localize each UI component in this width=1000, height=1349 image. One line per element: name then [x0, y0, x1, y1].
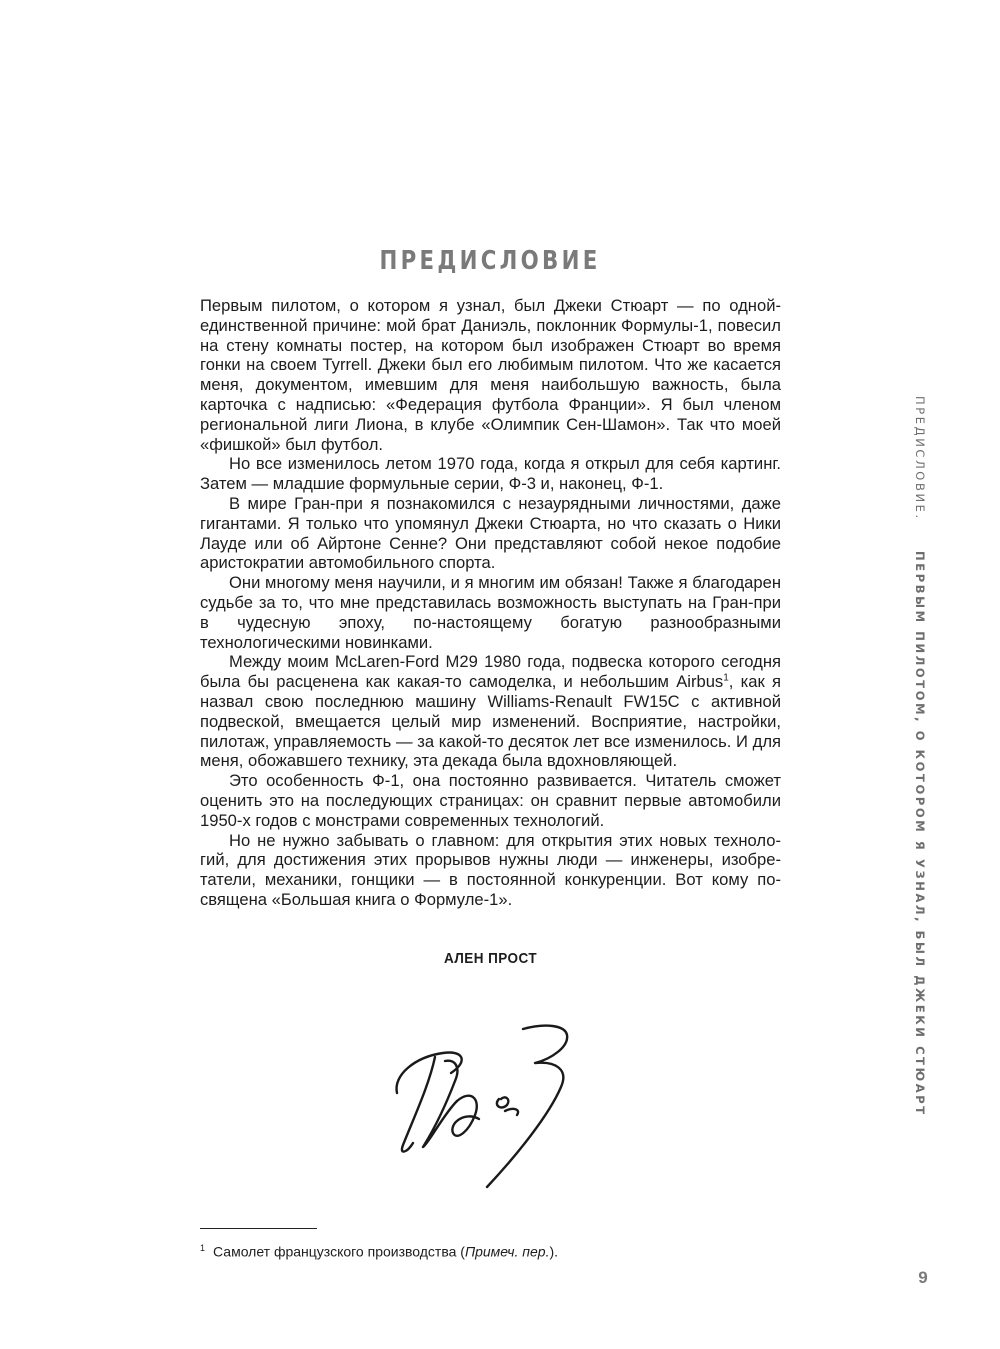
paragraph-4: Они многому меня научили, и я многим им обязан! Также я благодарен судьбе за то, что мне представилась возможность выступать на Гран-при в чудесную эпоху, по-настоящему богатую разнообразными технологическими новинками.: [200, 573, 781, 652]
paragraph-7: Но не нужно забывать о главном: для открытия этих новых технологий, для достижения этих прорывов нужны люди — инженеры, изобретатели, механики, гонщики — в постоянной конкуренции. Вот кому посвящена «Большая книга о Формуле-1».: [200, 830, 781, 909]
footnote-number: 1: [200, 1243, 206, 1253]
paragraph-1: Первым пилотом, о котором я узнал, был Джеки Стюарт — по одной-единственной причине: мой брат Даниэль, поклонник Формулы-1, повесил на стену комнаты постер, на котором был изображен Стюарт во время гонки на своем Tyrrell. Джеки был его любимым пилотом. Что же касается меня, документом, имевшим для меня наибольшую важность, была карточка с надписью: «Федерация футбола Франции». Я был членом региональной лиги Лиона, в клубе «Олимпик Сен-Шамон». Так что моей «фишкой» был футбол.: [200, 296, 781, 454]
paragraph-6: Это особенность Ф-1, она постоянно развивается. Читатель сможет оценить это на последующих страницах: он сравнит первые автомобили 1950-х годов с монстрами современных технологий.: [200, 771, 781, 830]
running-head-chapter: ПЕРВЫМ ПИЛОТОМ, О КОТОРОМ Я УЗНАЛ, БЫЛ ДЖЕКИ СТЮАРТ: [913, 551, 927, 1117]
footnote-italic: Примеч. пер.: [464, 1243, 550, 1260]
page-number: 9: [918, 1268, 928, 1287]
running-head-section: ПРЕДИСЛОВИЕ.: [913, 396, 927, 521]
page-title: ПРЕДИСЛОВИЕ: [379, 246, 601, 276]
paragraph-3: В мире Гран-при я познакомился с незаурядными личностями, даже гигантами. Я только что упомянул Джеки Стюарта, но что сказать о Ники Лауде или об Айртоне Сенне? Они представляют собой некое подобие аристократии автомобильного спорта.: [200, 493, 781, 573]
preface-body: [200, 296, 781, 910]
footnote-text: Самолет французского производства (: [213, 1243, 465, 1260]
footnote-marker: 1: [723, 672, 729, 684]
footnote: [200, 1239, 760, 1261]
paragraph-2: Но все изменилось летом 1970 года, когда я открыл для себя картинг. Затем — младшие формульные серии, Ф-3 и, наконец, Ф-1.: [200, 454, 781, 494]
running-head: [913, 396, 927, 1117]
author-name: АЛЕН ПРОСТ: [443, 950, 538, 967]
footnote-end: ).: [549, 1243, 559, 1260]
author-signature: [385, 1015, 625, 1195]
paragraph-5-start: Между моим McLaren-Ford M29 1980 года, подвеска которого сегодня была бы расценена как какая-то самоделка, и небольшим Airbus: [200, 652, 781, 692]
paragraph-5-end: как я назвал свою последнюю машину Williams-Renault FW15C с активной подвеской, вмещается целый мир изменений. Восприятие, настройки, пилотаж, управляемость — за какой-то десяток лет все изменилось. И для меня, обожавшего технику, эта декада была вдохновляющей.: [200, 672, 781, 771]
footnote-divider: [200, 1228, 317, 1229]
paragraph-5: Между моим McLaren-Ford M29 1980 года, подвеска которого сегодня была бы расценена как какая-то самоделка, и небольшим Airbus$^1$, как я назвал свою последнюю машину Williams-Renault FW15C с активной подвеской, вмещается целый мир изменений. Восприятие, настройки, пилотаж, управляемость — за какой-то десяток лет все изменилось. И для меня, обожавшего технику, эта декада была вдохновляющей.: [200, 652, 781, 771]
